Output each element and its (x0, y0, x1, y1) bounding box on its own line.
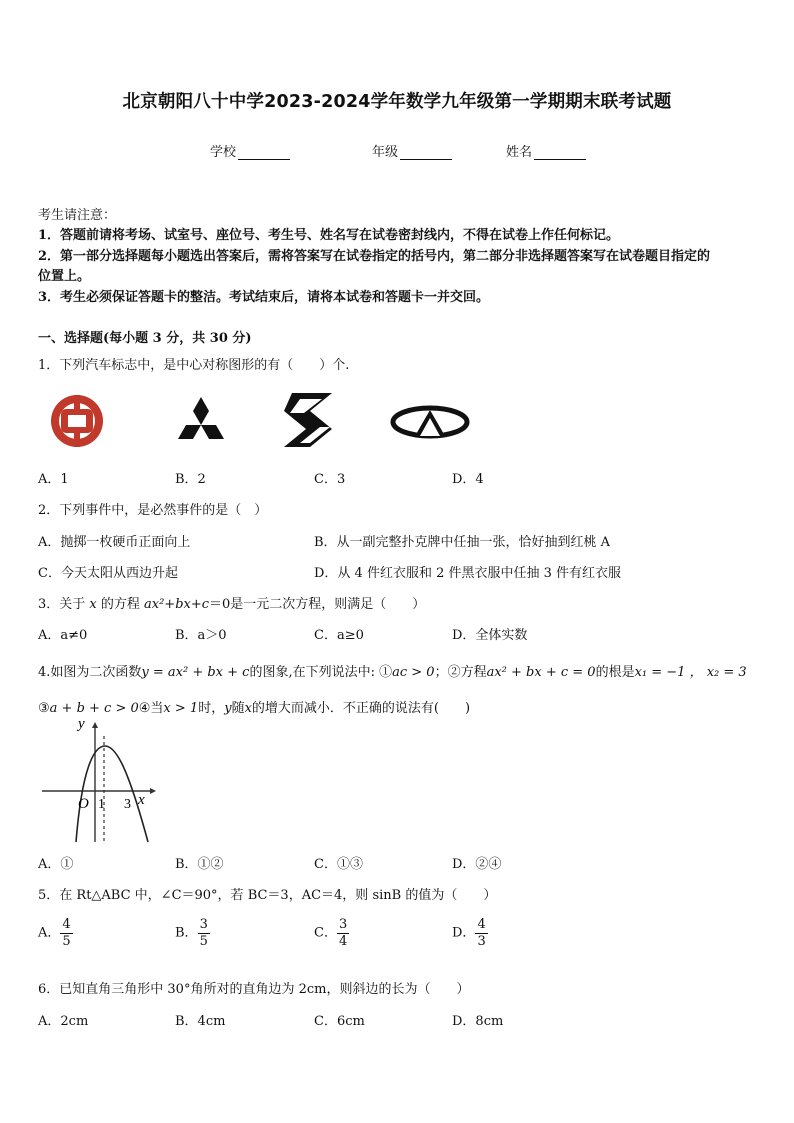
q4-stem-line2: ③a + b + c > 0④当x > 1时，y随x的增大而减小．不正确的说法有( ) (38, 701, 471, 716)
name-field[interactable]: 姓名 (506, 141, 586, 160)
q1-option-d[interactable]: D．4 (452, 472, 484, 487)
notice-item-1: 1．答题前请将考场、试室号、座位号、考生号、姓名写在试卷密封线内，不得在试卷上作任何标记。 (38, 228, 620, 243)
notice-item-2-cont: 位置上。 (38, 269, 91, 284)
notice-heading: 考生请注意： (38, 208, 117, 223)
q1-stem: 1．下列汽车标志中，是中心对称图形的有（ ）个. (38, 358, 350, 373)
graph-tick-3: 3 (124, 797, 131, 812)
q1-option-b[interactable]: B．2 (175, 472, 206, 487)
section-heading: 一、选择题(每小题 3 分，共 30 分) (38, 331, 252, 346)
bank-of-china-logo-icon (46, 393, 108, 449)
q3-option-d[interactable]: D．全体实数 (452, 628, 528, 643)
school-field[interactable]: 学校 (210, 141, 290, 160)
graph-origin-label: O (78, 796, 89, 812)
q4-option-d[interactable]: D．②④ (452, 857, 502, 872)
infiniti-logo-icon (390, 402, 470, 442)
grade-field[interactable]: 年级 (372, 141, 452, 160)
q5-stem: 5．在 Rt△ABC 中，∠C＝90°，若 BC＝3，AC＝4，则 sinB 的值为（ ） (38, 888, 497, 903)
q4-option-c[interactable]: C．①③ (314, 857, 363, 872)
q4-option-a[interactable]: A．① (38, 857, 74, 872)
q3-option-c[interactable]: C．a≥0 (314, 628, 364, 643)
q2-option-b[interactable]: B．从一副完整扑克牌中任抽一张，恰好抽到红桃 A (314, 535, 611, 550)
suzuki-logo-icon (280, 391, 340, 449)
q2-option-c[interactable]: C．今天太阳从西边升起 (38, 566, 178, 581)
q3-option-a[interactable]: A．a≠0 (38, 628, 88, 643)
notice-item-3: 3．考生必须保证答题卡的整洁。考试结束后，请将本试卷和答题卡一并交回。 (38, 290, 490, 305)
mitsubishi-logo-icon (170, 395, 232, 445)
q6-option-a[interactable]: A．2cm (38, 1014, 89, 1029)
q3-stem: 3．关于 x 的方程 ax²+bx+c＝0是一元二次方程，则满足（ ） (38, 597, 426, 612)
q2-stem: 2．下列事件中，是必然事件的是（ ） (38, 503, 268, 518)
q5-option-d[interactable]: D． $\frac{4}{3}$ (452, 917, 486, 949)
q2-option-d[interactable]: D．从 4 件红衣服和 2 件黑衣服中任抽 3 件有红衣服 (314, 566, 622, 581)
q3-option-b[interactable]: B．a＞0 (175, 628, 227, 643)
graph-tick-1: 1 (98, 797, 105, 812)
parabola-graph (38, 718, 158, 844)
q4-stem-line1: 4.如图为二次函数y = ax² + bx + c的图象,在下列说法中: ①ac > 0；②方程ax² + bx + c = 0的根是x₁ = −1 ， x₂ = 3 (38, 665, 747, 680)
q2-option-a[interactable]: A．抛掷一枚硬币正面向上 (38, 535, 191, 550)
q4-option-b[interactable]: B．①② (175, 857, 224, 872)
notice-item-2: 2．第一部分选择题每小题选出答案后，需将答案写在试卷指定的括号内，第二部分非选择题答案写在试卷题目指定的 (38, 249, 711, 264)
q6-stem: 6．已知直角三角形中 30°角所对的直角边为 2cm，则斜边的长为（ ） (38, 982, 470, 997)
q1-option-c[interactable]: C．3 (314, 472, 346, 487)
page-title: 北京朝阳八十中学2023-2024学年数学九年级第一学期期末联考试题 (122, 92, 672, 112)
q6-option-b[interactable]: B．4cm (175, 1014, 226, 1029)
q5-option-a[interactable]: A． $\frac{4}{5}$ (38, 917, 71, 949)
graph-y-label: y (78, 718, 85, 732)
q1-option-a[interactable]: A．1 (38, 472, 69, 487)
q6-option-d[interactable]: D．8cm (452, 1014, 504, 1029)
graph-x-label: x (138, 792, 145, 808)
q5-option-b[interactable]: B． $\frac{3}{5}$ (175, 917, 208, 949)
q5-option-c[interactable]: C． $\frac{3}{4}$ (314, 917, 348, 949)
q6-option-c[interactable]: C．6cm (314, 1014, 365, 1029)
